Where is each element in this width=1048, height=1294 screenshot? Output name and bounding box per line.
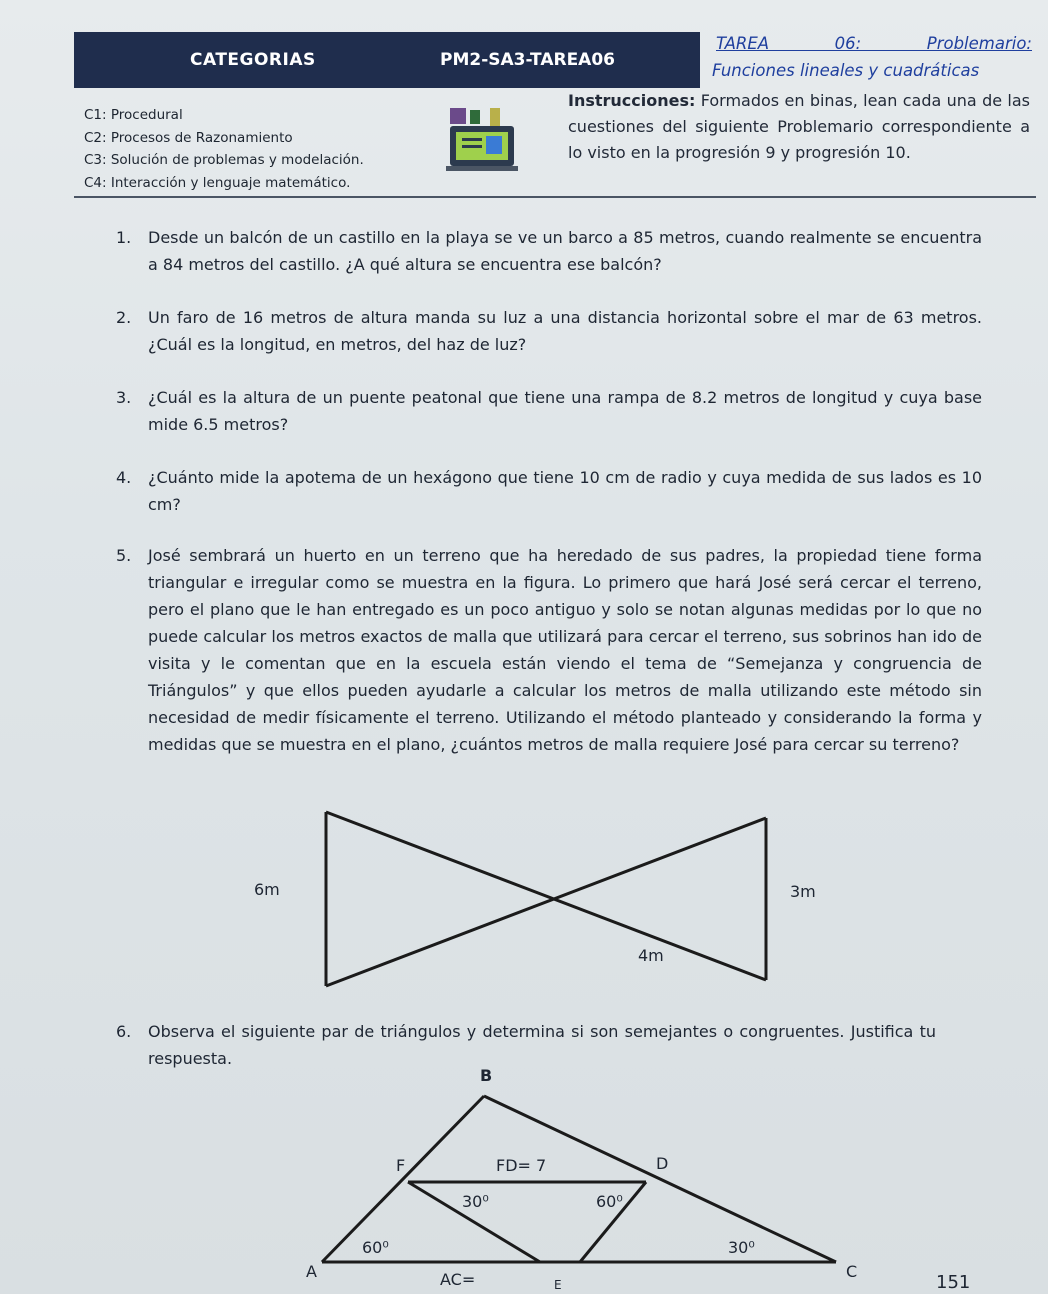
categories-heading: CATEGORIAS: [190, 50, 316, 70]
label-3m: 3m: [790, 882, 816, 901]
question-number: 2.: [116, 308, 132, 327]
vertex-d: D: [656, 1154, 669, 1173]
category-item: C1: Procedural: [84, 107, 183, 123]
angle-f-label: 30⁰: [462, 1192, 489, 1211]
segment-ab: [322, 1096, 484, 1262]
fd-length-label: FD= 7: [496, 1156, 547, 1175]
question-number: 4.: [116, 468, 132, 487]
category-item: C3: Solución de problemas y modelación.: [84, 152, 364, 168]
label-6m: 6m: [254, 880, 280, 899]
vertex-e: E: [554, 1278, 562, 1292]
vertex-f: F: [396, 1156, 406, 1175]
angle-c-label: 30⁰: [728, 1238, 755, 1257]
angle-d-label: 60⁰: [596, 1192, 623, 1211]
question-text: Un faro de 16 metros de altura manda su luz a una distancia horizontal sobre el mar de 63 metros. ¿Cuál es la longitud, en metros, del haz de luz?: [148, 308, 982, 354]
question-number: 6.: [116, 1022, 132, 1041]
question-text: ¿Cuánto mide la apotema de un hexágono que tiene 10 cm de radio y cuya medida de sus lados es 10 cm?: [148, 468, 982, 514]
task-title: TAREA 06: Problemario:: [716, 34, 1032, 53]
question-text: José sembrará un huerto en un terreno que ha heredado de sus padres, la propiedad tiene forma triangular e irregular como se muestra en la figura. Lo primero que hará José será cercar el terreno, pero el plano que le han entregado es un poco antiguo y solo se notan algunas medidas por lo que no puede calcular los metros exactos de malla que utilizará para cercar el terreno, sus sobrinos han ido de visita y le comentan que en la escuela están viendo el tema de “Semejanza y congruencia de Triángulos” y que ellos pueden ayudarle a calcular los metros de malla utilizando este método sin necesidad de medir físicamente el terreno. Utilizando el método planteado y considerando la forma y medidas que se muestra en el plano, ¿cuántos metros de malla requiere José para cercar su terreno?: [148, 546, 982, 754]
page-number: 151: [936, 1272, 971, 1293]
angle-a-label: 60⁰: [362, 1238, 389, 1257]
label-4m: 4m: [638, 946, 664, 965]
question-number: 5.: [116, 546, 132, 565]
task-code: PM2-SA3-TAREA06: [440, 50, 615, 70]
question-number: 3.: [116, 388, 132, 407]
vertex-a: A: [306, 1262, 317, 1281]
ac-length-label: AC=: [440, 1270, 476, 1289]
question-text: Observa el siguiente par de triángulos y determina si son semejantes o congruentes. Justifica tu respuesta.: [148, 1022, 936, 1068]
vertex-b: B: [480, 1066, 493, 1085]
instructions-text: Formados en binas, lean cada una de las cuestiones del siguiente Problemario correspondiente a lo visto en la progresión 9 y progresión 10.: [568, 91, 1030, 162]
question-text: Desde un balcón de un castillo en la playa se ve un barco a 85 metros, cuando realmente se encuentra a 84 metros del castillo. ¿A qué altura se encuentra ese balcón?: [148, 228, 982, 274]
segment-bc: [484, 1096, 836, 1262]
task-subtitle: Funciones lineales y cuadráticas: [712, 61, 980, 80]
instructions-label: Instrucciones:: [568, 91, 696, 110]
question-text: ¿Cuál es la altura de un puente peatonal que tiene una rampa de 8.2 metros de longitud y cuya base mide 6.5 metros?: [148, 388, 982, 434]
vertex-c: C: [846, 1262, 858, 1281]
category-item: C4: Interacción y lenguaje matemático.: [84, 174, 351, 191]
question-number: 1.: [116, 228, 132, 247]
category-item: C2: Procesos de Razonamiento: [84, 129, 293, 146]
